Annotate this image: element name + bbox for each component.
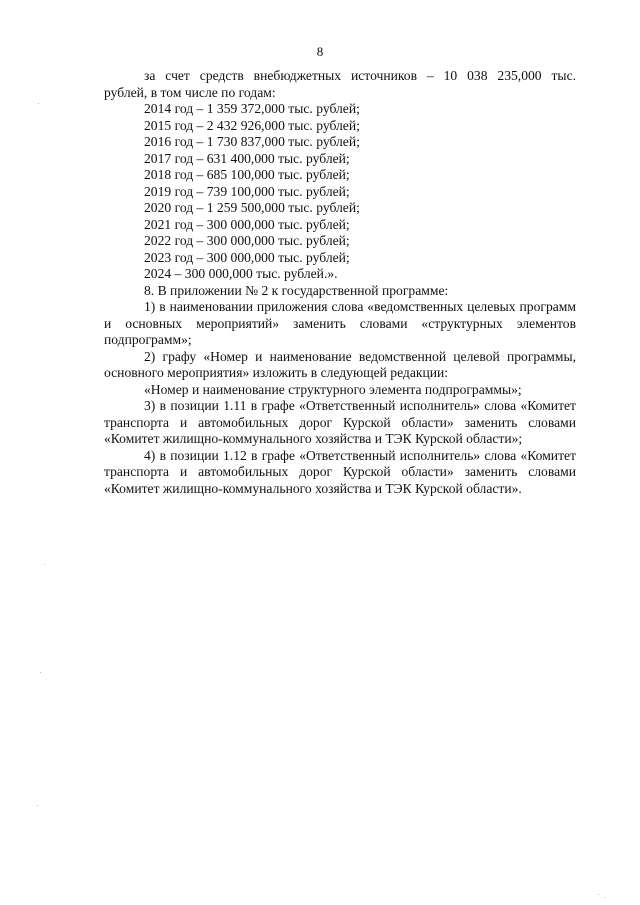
scan-speck [598,894,599,895]
year-line-2019: 2019 год – 739 100,000 тыс. рублей; [144,183,350,199]
item-8-subitem-4: 4) в позиции 1.12 в графе «Ответственный исполнитель» слова «Комитет транспорта и автомобильных дорог Курской области» заменить словами «Комитет жилищно-коммунального хозяйства и ТЭК Курской области». [104,447,576,496]
scan-speck [40,672,41,673]
scan-speck [604,897,605,898]
item-8-subitem-1: 1) в наименовании приложения слова «ведомственных целевых программ и основных мероприятий» заменить словами «структурных элементов подпрограмм»; [104,299,576,347]
item-8-heading: 8. В приложении № 2 к государственной программе: [144,282,449,298]
year-line-2018: 2018 год – 685 100,000 тыс. рублей; [144,167,350,182]
year-line-2020: 2020 год – 1 259 500,000 тыс. рублей; [144,200,360,215]
scan-speck [37,805,38,806]
item-8-subitem-3: 3) в позиции 1.11 в графе «Ответственный исполнитель» слова «Комитет транспорта и автомобильных дорог Курской области» заменить словами «Комитет жилищно-коммунального хозяйства и ТЭК Курской области»; [104,398,576,446]
funding-intro-line-2: рублей, в том числе по годам: [104,84,276,100]
year-line-2024: 2024 – 300 000,000 тыс. рублей.». [144,266,338,281]
yearly-funding-list [104,101,576,283]
year-line-2016: 2016 год – 1 730 837,000 тыс. рублей; [144,134,360,149]
year-line-2021: 2021 год – 300 000,000 тыс. рублей; [144,216,350,232]
scan-speck [44,564,45,565]
document-body [104,68,576,497]
year-line-2014: 2014 год – 1 359 372,000 тыс. рублей; [144,101,360,116]
item-8-subitem-2-quote: «Номер и наименование структурного элемента подпрограммы»; [144,381,522,397]
funding-intro-line-1: за счет средств внебюджетных источников – 10 038 235,000 тыс. [144,68,576,83]
item-8-subitem-2: 2) графу «Номер и наименование ведомственной целевой программы, основного мероприятия» изложить в следующей редакции: [104,348,576,380]
scan-speck [38,103,39,104]
year-line-2022: 2022 год – 300 000,000 тыс. рублей; [144,233,350,248]
year-line-2023: 2023 год – 300 000,000 тыс. рублей; [144,249,350,265]
page-number: 8 [316,44,324,59]
year-line-2015: 2015 год – 2 432 926,000 тыс. рублей; [144,117,360,133]
year-line-2017: 2017 год – 631 400,000 тыс. рублей; [144,150,350,166]
